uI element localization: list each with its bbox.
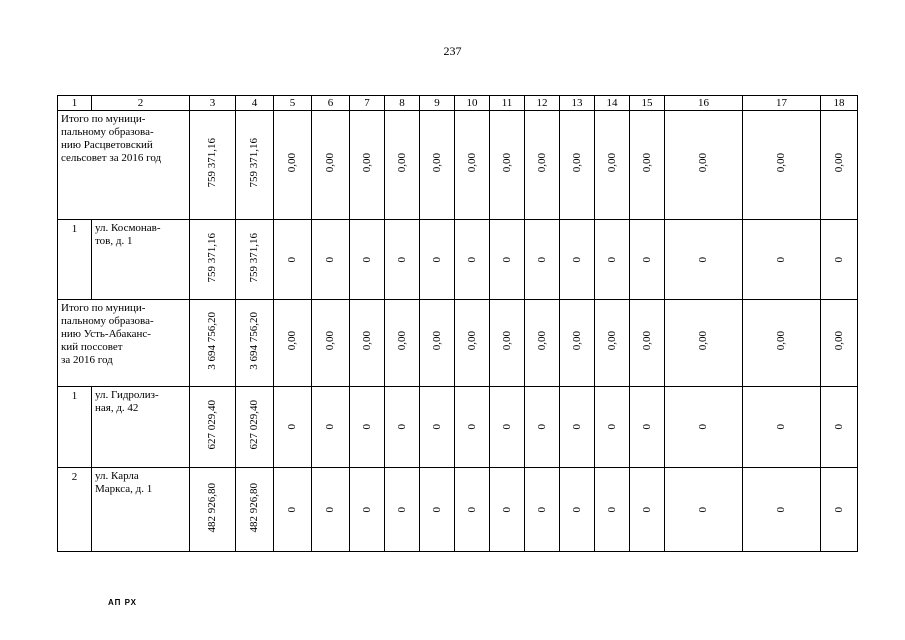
zero-cell	[350, 220, 385, 300]
zero-value: 0	[640, 424, 653, 430]
zero-cell	[821, 300, 858, 387]
zero-cell	[420, 300, 455, 387]
zero-cell	[455, 220, 490, 300]
amount-cell	[190, 300, 236, 387]
zero-value: 0	[605, 506, 618, 512]
zero-cell	[595, 468, 630, 552]
total-label: Итого по муници- пальному образова- нию Расцветовский сельсовет за 2016 год	[58, 111, 190, 220]
header-cell: 16	[665, 96, 743, 111]
zero-value: 0	[832, 506, 845, 512]
zero-value: 0,00	[286, 331, 298, 351]
amount-cell	[190, 111, 236, 220]
zero-cell	[595, 220, 630, 300]
zero-value: 0,00	[570, 331, 583, 351]
zero-value: 0	[570, 506, 583, 512]
zero-cell	[743, 387, 821, 468]
zero-value: 0,00	[640, 153, 653, 173]
zero-value: 0,00	[832, 153, 845, 173]
zero-cell	[743, 468, 821, 552]
zero-value: 0,00	[430, 331, 443, 351]
zero-value: 0	[500, 256, 513, 262]
zero-value: 0	[775, 424, 787, 430]
zero-cell	[420, 387, 455, 468]
zero-value: 0	[324, 424, 336, 430]
amount-cell	[236, 387, 274, 468]
zero-cell	[560, 220, 595, 300]
table-row	[58, 387, 858, 468]
zero-value: 0,00	[697, 153, 709, 173]
zero-value: 0	[324, 506, 336, 512]
zero-value: 0	[535, 424, 548, 430]
zero-value: 0	[360, 256, 373, 262]
zero-cell	[455, 111, 490, 220]
zero-value: 0,00	[430, 153, 443, 173]
zero-value: 0	[395, 424, 408, 430]
zero-value: 0	[535, 256, 548, 262]
header-cell: 8	[385, 96, 420, 111]
zero-value: 0	[605, 256, 618, 262]
amount-cell	[236, 468, 274, 552]
zero-value: 0	[535, 506, 548, 512]
zero-value: 0,00	[535, 153, 548, 173]
amount-cell	[236, 111, 274, 220]
zero-cell	[630, 111, 665, 220]
header-cell: 6	[312, 96, 350, 111]
amount-cell	[236, 220, 274, 300]
zero-cell	[560, 387, 595, 468]
header-row	[58, 96, 858, 111]
zero-cell	[525, 220, 560, 300]
zero-cell	[821, 220, 858, 300]
amount-value: 482 926,80	[248, 482, 260, 533]
zero-value: 0	[832, 424, 845, 430]
zero-cell	[821, 111, 858, 220]
amount-value: 759 371,16	[248, 232, 260, 283]
zero-cell	[490, 468, 525, 552]
header-cell: 15	[630, 96, 665, 111]
zero-cell	[312, 220, 350, 300]
zero-cell	[385, 220, 420, 300]
zero-cell	[560, 300, 595, 387]
zero-value: 0	[570, 256, 583, 262]
zero-value: 0,00	[395, 153, 408, 173]
zero-value: 0,00	[832, 331, 845, 351]
address-cell: ул. Космонав- тов, д. 1	[92, 220, 190, 300]
zero-cell	[665, 220, 743, 300]
zero-cell	[490, 220, 525, 300]
zero-cell	[743, 300, 821, 387]
zero-value: 0	[324, 256, 336, 262]
zero-value: 0	[775, 256, 787, 262]
zero-cell	[350, 468, 385, 552]
amount-value: 759 371,16	[206, 138, 218, 188]
total-label: Итого по муници- пальному образова- нию Усть-Абаканс- кий поссовет за 2016 год	[58, 300, 190, 387]
zero-value: 0,00	[465, 153, 478, 173]
zero-value: 0	[465, 506, 478, 512]
zero-value: 0	[286, 506, 298, 512]
zero-cell	[525, 111, 560, 220]
zero-cell	[385, 300, 420, 387]
zero-value: 0	[286, 256, 298, 262]
zero-cell	[350, 387, 385, 468]
zero-cell	[821, 468, 858, 552]
zero-value: 0,00	[500, 331, 513, 351]
zero-cell	[490, 111, 525, 220]
header-cell: 17	[743, 96, 821, 111]
zero-cell	[560, 468, 595, 552]
zero-value: 0,00	[605, 153, 618, 173]
zero-value: 0	[430, 424, 443, 430]
zero-value: 0,00	[395, 331, 408, 351]
page-number: 237	[443, 44, 462, 58]
zero-cell	[455, 468, 490, 552]
zero-cell	[385, 468, 420, 552]
zero-value: 0,00	[465, 331, 478, 351]
zero-cell	[312, 111, 350, 220]
zero-cell	[420, 468, 455, 552]
amount-cell	[236, 300, 274, 387]
total-row	[58, 111, 858, 220]
amount-value: 759 371,16	[248, 138, 260, 188]
zero-cell	[312, 300, 350, 387]
header-cell: 3	[190, 96, 236, 111]
zero-cell	[560, 111, 595, 220]
zero-cell	[630, 387, 665, 468]
amount-cell	[190, 387, 236, 468]
zero-cell	[490, 300, 525, 387]
zero-cell	[525, 300, 560, 387]
zero-cell	[630, 468, 665, 552]
zero-value: 0	[360, 424, 373, 430]
zero-value: 0	[286, 424, 298, 430]
header-cell: 10	[455, 96, 490, 111]
zero-cell	[743, 111, 821, 220]
row-number: 2	[58, 468, 92, 552]
zero-value: 0	[640, 506, 653, 512]
zero-cell	[455, 300, 490, 387]
zero-cell	[490, 387, 525, 468]
zero-value: 0	[697, 506, 709, 512]
amount-value: 3 694 756,20	[248, 312, 260, 370]
zero-cell	[455, 387, 490, 468]
header-cell: 4	[236, 96, 274, 111]
row-number: 1	[58, 220, 92, 300]
zero-cell	[595, 111, 630, 220]
zero-value: 0,00	[324, 331, 336, 351]
zero-value: 0	[395, 506, 408, 512]
zero-cell	[665, 111, 743, 220]
zero-cell	[743, 220, 821, 300]
zero-value: 0,00	[640, 331, 653, 351]
zero-value: 0,00	[286, 153, 298, 173]
zero-value: 0	[465, 424, 478, 430]
zero-cell	[274, 387, 312, 468]
zero-cell	[385, 111, 420, 220]
zero-cell	[595, 300, 630, 387]
row-number: 1	[58, 387, 92, 468]
zero-cell	[350, 111, 385, 220]
header-cell: 1	[58, 96, 92, 111]
zero-cell	[525, 468, 560, 552]
zero-cell	[630, 220, 665, 300]
zero-value: 0	[605, 424, 618, 430]
header-cell: 14	[595, 96, 630, 111]
zero-value: 0	[500, 506, 513, 512]
zero-cell	[630, 300, 665, 387]
zero-value: 0,00	[775, 331, 787, 351]
zero-value: 0,00	[324, 153, 336, 173]
total-row	[58, 300, 858, 387]
header-cell: 13	[560, 96, 595, 111]
zero-value: 0	[775, 506, 787, 512]
zero-cell	[312, 387, 350, 468]
address-cell: ул. Карла Маркса, д. 1	[92, 468, 190, 552]
zero-cell	[350, 300, 385, 387]
table-row	[58, 220, 858, 300]
table-row	[58, 468, 858, 552]
zero-value: 0	[697, 424, 709, 430]
zero-cell	[665, 300, 743, 387]
amount-value: 3 694 756,20	[206, 312, 218, 370]
zero-cell	[385, 387, 420, 468]
zero-value: 0,00	[775, 153, 787, 173]
zero-value: 0	[430, 506, 443, 512]
zero-cell	[525, 387, 560, 468]
zero-cell	[821, 387, 858, 468]
zero-cell	[595, 387, 630, 468]
zero-cell	[274, 468, 312, 552]
zero-value: 0	[697, 256, 709, 262]
zero-value: 0,00	[535, 331, 548, 351]
zero-value: 0	[430, 256, 443, 262]
footer-mark: АП РХ	[108, 598, 138, 607]
zero-value: 0	[360, 506, 373, 512]
zero-value: 0,00	[360, 331, 373, 351]
zero-cell	[420, 111, 455, 220]
zero-value: 0	[832, 256, 845, 262]
zero-value: 0	[500, 424, 513, 430]
header-cell: 18	[821, 96, 858, 111]
header-cell: 11	[490, 96, 525, 111]
amount-cell	[190, 468, 236, 552]
zero-value: 0,00	[500, 153, 513, 173]
amount-cell	[190, 220, 236, 300]
amount-value: 759 371,16	[206, 232, 218, 283]
amount-value: 627 029,40	[248, 400, 260, 450]
zero-value: 0,00	[697, 331, 709, 351]
address-cell: ул. Гидролиз- ная, д. 42	[92, 387, 190, 468]
amount-value: 627 029,40	[206, 400, 218, 450]
zero-cell	[274, 220, 312, 300]
zero-cell	[274, 111, 312, 220]
header-cell: 2	[92, 96, 190, 111]
zero-value: 0,00	[605, 331, 618, 351]
header-cell: 7	[350, 96, 385, 111]
header-cell: 5	[274, 96, 312, 111]
budget-table	[57, 95, 858, 552]
zero-cell	[665, 387, 743, 468]
zero-value: 0,00	[570, 153, 583, 173]
zero-value: 0	[570, 424, 583, 430]
header-cell: 9	[420, 96, 455, 111]
zero-cell	[274, 300, 312, 387]
header-cell: 12	[525, 96, 560, 111]
zero-cell	[312, 468, 350, 552]
amount-value: 482 926,80	[206, 482, 218, 533]
zero-value: 0	[465, 256, 478, 262]
zero-value: 0	[395, 256, 408, 262]
zero-cell	[665, 468, 743, 552]
zero-value: 0	[640, 256, 653, 262]
zero-value: 0,00	[360, 153, 373, 173]
zero-cell	[420, 220, 455, 300]
